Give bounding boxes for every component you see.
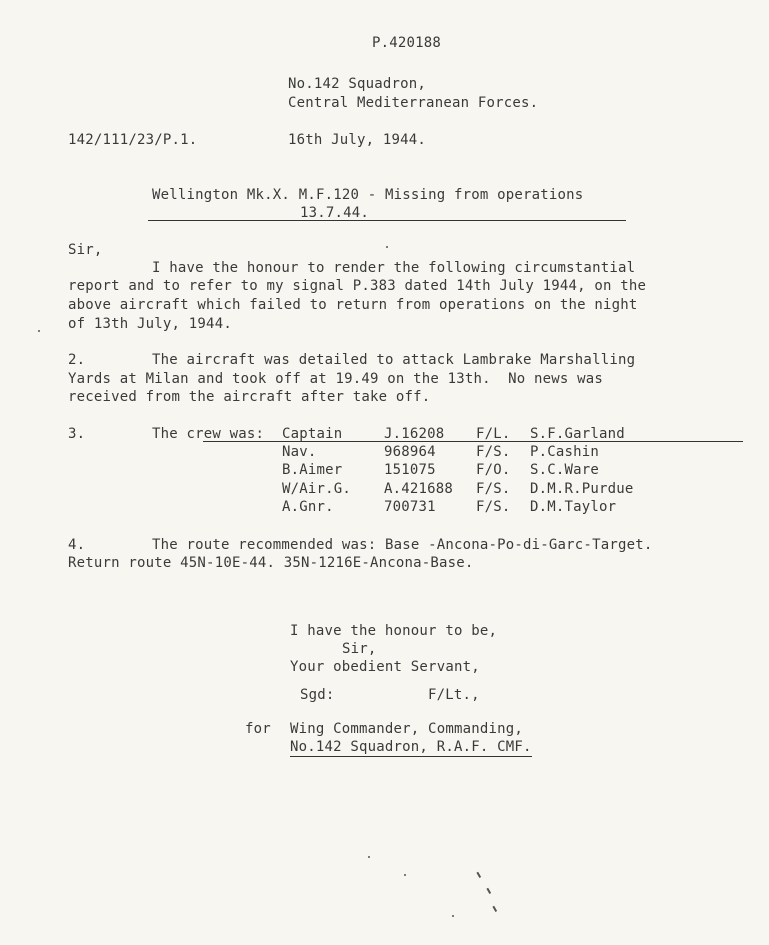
crew-name: S.F.Garland [530,426,625,442]
pencil-mark [487,888,491,894]
signed-rank: F/Lt., [428,687,480,703]
crew-number: A.421688 [384,481,454,497]
command-name: Central Mediterranean Forces. [288,95,539,111]
paragraph-2-line: The aircraft was detailed to attack Lambrake Marshalling [152,352,636,368]
closing-line-1: I have the honour to be, [290,623,498,639]
crew-number: 968964 [384,444,436,460]
for-label: for [245,721,271,737]
unit-designation: No.142 Squadron, R.A.F. CMF. [290,739,532,755]
pencil-mark [493,906,497,912]
crew-intro: The crew was: [152,426,265,442]
crew-number: 151075 [384,462,436,478]
paragraph-4-number: 4. [68,537,86,553]
crew-number: J.16208 [384,426,445,442]
crew-name: P.Cashin [530,444,600,460]
pencil-mark [477,872,481,878]
paragraph-1-line: I have the honour to render the following circumstantial [152,260,636,276]
crew-number: 700731 [384,499,436,515]
crew-role: W/Air.G. [282,481,352,497]
paragraph-2-line: Yards at Milan and took off at 19.49 on the 13th. No news was [68,371,603,387]
signed-label: Sgd: [300,687,335,703]
closing-line-2: Sir, [342,641,377,657]
crew-name: S.C.Ware [530,462,600,478]
crew-name: D.M.Taylor [530,499,617,515]
crew-rank: F/S. [476,444,511,460]
crew-rank: F/S. [476,499,511,515]
crew-role: Captain [282,426,343,442]
crew-role: A.Gnr. [282,499,334,515]
salutation: Sir, [68,242,103,258]
paragraph-1-line: report and to refer to my signal P.383 dated 14th July 1944, on the [68,278,647,294]
crew-rank: F/O. [476,462,511,478]
paragraph-1-line: above aircraft which failed to return from operations on the night [68,297,638,313]
subject-line-2: 13.7.44. [300,205,370,221]
crew-rank: F/L. [476,426,511,442]
speck [386,246,388,248]
file-reference: 142/111/23/P.1. [68,132,198,148]
speck [38,330,40,332]
paragraph-2-line: received from the aircraft after take off. [68,389,431,405]
crew-role: B.Aimer [282,462,343,478]
paragraph-1-line: of 13th July, 1944. [68,316,232,332]
paragraph-4-line: Return route 45N-10E-44. 35N-1216E-Ancona-Base. [68,555,474,571]
subject-underline [148,220,626,221]
squadron-name: No.142 Squadron, [288,76,427,92]
paragraph-2-number: 2. [68,352,86,368]
subject-line-1: Wellington Mk.X. M.F.120 - Missing from operations [152,187,584,203]
speck [368,856,370,858]
crew-role: Nav. [282,444,317,460]
paragraph-3-number: 3. [68,426,86,442]
closing-line-3: Your obedient Servant, [290,659,480,675]
reference-number: P.420188 [372,35,442,51]
speck [452,915,454,917]
paragraph-4-line: The route recommended was: Base -Ancona-Po-di-Garc-Target. [152,537,653,553]
crew-name: D.M.R.Purdue [530,481,634,497]
signatory-title: Wing Commander, Commanding, [290,721,523,737]
letter-date: 16th July, 1944. [288,132,427,148]
crew-rank: F/S. [476,481,511,497]
speck [404,874,406,876]
